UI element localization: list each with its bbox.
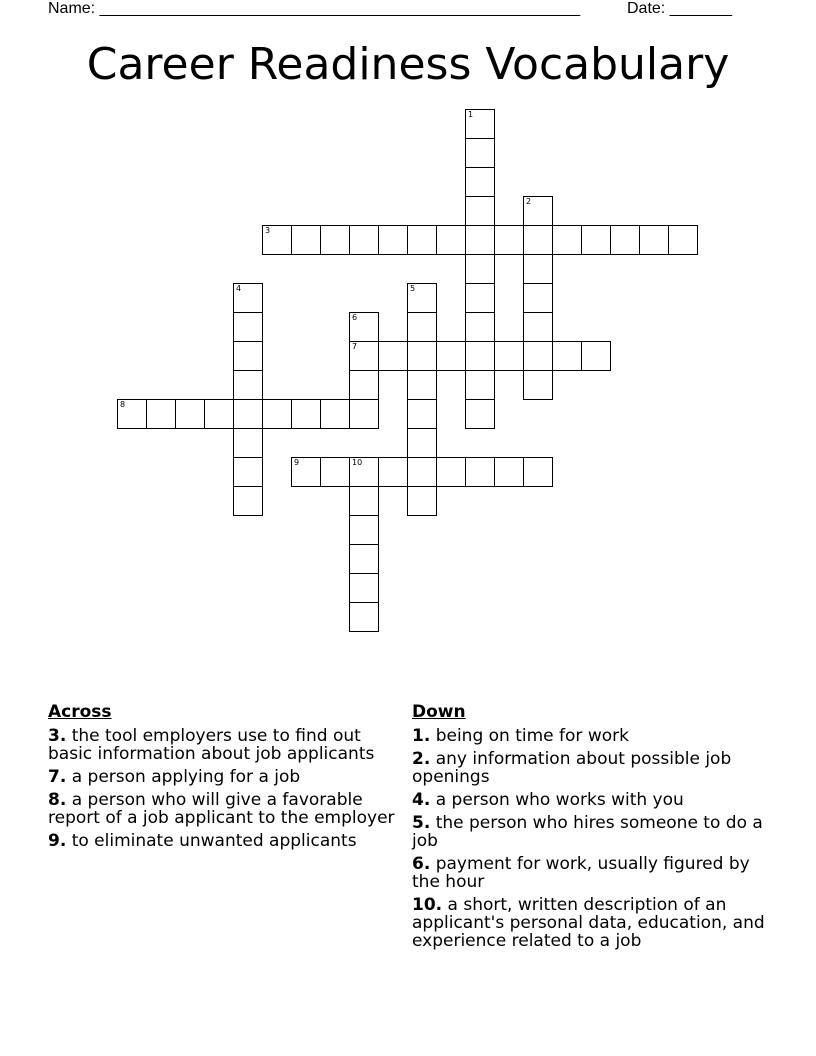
crossword-cell[interactable]	[523, 457, 553, 487]
crossword-cell[interactable]	[349, 457, 379, 487]
crossword-cell[interactable]	[233, 486, 263, 516]
crossword-cell[interactable]	[465, 457, 495, 487]
crossword-cell[interactable]	[407, 457, 437, 487]
clue-text: the person who hires someone to do a job	[412, 813, 763, 851]
cell-number: 3	[265, 226, 271, 235]
crossword-cell[interactable]	[436, 225, 466, 255]
crossword-cell[interactable]	[320, 225, 350, 255]
crossword-cell[interactable]	[349, 312, 379, 342]
clue-text: a person who will give a favorable report of a job applicant to the employer	[48, 790, 395, 828]
clue-number: 6.	[412, 854, 431, 874]
clue-text: to eliminate unwanted applicants	[71, 831, 357, 851]
down-clue	[412, 855, 767, 891]
crossword-cell[interactable]	[465, 167, 495, 197]
cell-number: 8	[120, 400, 126, 409]
crossword-cell[interactable]	[436, 341, 466, 371]
clue-number: 9.	[48, 831, 67, 851]
crossword-cell[interactable]	[523, 254, 553, 284]
crossword-cell[interactable]	[233, 312, 263, 342]
clue-number: 3.	[48, 726, 67, 746]
clue-number: 4.	[412, 790, 431, 810]
crossword-cell[interactable]	[407, 370, 437, 400]
date-field-label: Date: _______	[627, 0, 732, 17]
cell-number: 1	[468, 110, 474, 119]
crossword-cell[interactable]	[349, 486, 379, 516]
down-clue	[412, 750, 767, 786]
down-clue	[412, 896, 767, 950]
crossword-cell[interactable]	[581, 225, 611, 255]
crossword-cell[interactable]	[320, 399, 350, 429]
clue-number: 2.	[412, 749, 431, 769]
crossword-cell[interactable]	[465, 109, 495, 139]
crossword-cell[interactable]	[465, 254, 495, 284]
cell-number: 2	[526, 197, 532, 206]
across-clue	[48, 791, 398, 827]
crossword-cell[interactable]	[465, 225, 495, 255]
crossword-cell[interactable]	[610, 225, 640, 255]
clue-text: payment for work, usually figured by the hour	[412, 854, 750, 892]
crossword-cell[interactable]	[349, 515, 379, 545]
crossword-cell[interactable]	[233, 341, 263, 371]
clue-number: 7.	[48, 767, 67, 787]
crossword-cell[interactable]	[262, 399, 292, 429]
crossword-cell[interactable]	[233, 399, 263, 429]
down-clue	[412, 814, 767, 850]
crossword-cell[interactable]	[175, 399, 205, 429]
crossword-cell[interactable]	[349, 341, 379, 371]
crossword-cell[interactable]	[204, 399, 234, 429]
crossword-cell[interactable]	[465, 196, 495, 226]
crossword-cell[interactable]	[349, 573, 379, 603]
cell-number: 9	[294, 458, 300, 467]
crossword-cell[interactable]	[233, 428, 263, 458]
crossword-cell[interactable]	[465, 341, 495, 371]
clue-text: being on time for work	[435, 726, 629, 746]
down-clue	[412, 791, 767, 809]
crossword-cell[interactable]	[291, 225, 321, 255]
crossword-cell[interactable]	[668, 225, 698, 255]
crossword-cell[interactable]	[407, 341, 437, 371]
crossword-cell[interactable]	[494, 457, 524, 487]
crossword-cell[interactable]	[407, 225, 437, 255]
clue-text: the tool employers use to find out basic information about job applicants	[48, 726, 375, 764]
down-clue	[412, 727, 767, 745]
crossword-cell[interactable]	[349, 399, 379, 429]
cell-number: 4	[236, 284, 242, 293]
crossword-cell[interactable]	[523, 370, 553, 400]
crossword-cell[interactable]	[523, 225, 553, 255]
clue-number: 5.	[412, 813, 431, 833]
crossword-cell[interactable]	[552, 225, 582, 255]
across-clue	[48, 727, 398, 763]
crossword-cell[interactable]	[465, 312, 495, 342]
crossword-cell[interactable]	[117, 399, 147, 429]
crossword-cell[interactable]	[349, 544, 379, 574]
crossword-cell[interactable]	[378, 341, 408, 371]
crossword-cell[interactable]	[233, 370, 263, 400]
clue-text: any information about possible job openings	[412, 749, 732, 787]
crossword-cell[interactable]	[320, 457, 350, 487]
crossword-cell[interactable]	[639, 225, 669, 255]
clue-text: a person applying for a job	[71, 767, 301, 787]
down-clues	[412, 702, 767, 950]
crossword-cell[interactable]	[262, 225, 292, 255]
crossword-cell[interactable]	[465, 399, 495, 429]
crossword-cell[interactable]	[465, 283, 495, 313]
down-heading: Down	[412, 702, 466, 722]
crossword-cell[interactable]	[378, 457, 408, 487]
name-field-label: Name: ______________________________________________________	[48, 0, 581, 17]
across-clue	[48, 768, 398, 786]
crossword-cell[interactable]	[349, 370, 379, 400]
clue-number: 8.	[48, 790, 67, 810]
cell-number: 7	[352, 342, 358, 351]
crossword-cell[interactable]	[523, 283, 553, 313]
cell-number: 6	[352, 313, 358, 322]
crossword-cell[interactable]	[465, 370, 495, 400]
crossword-cell[interactable]	[494, 225, 524, 255]
crossword-cell[interactable]	[291, 399, 321, 429]
crossword-cell[interactable]	[494, 341, 524, 371]
crossword-cell[interactable]	[233, 283, 263, 313]
crossword-cell[interactable]	[407, 312, 437, 342]
crossword-cell[interactable]	[407, 283, 437, 313]
crossword-cell[interactable]	[436, 457, 466, 487]
crossword-cell[interactable]	[349, 602, 379, 632]
crossword-cell[interactable]	[523, 312, 553, 342]
crossword-cell[interactable]	[581, 341, 611, 371]
cell-number: 10	[352, 458, 363, 467]
crossword-cell[interactable]	[378, 225, 408, 255]
crossword-cell[interactable]	[523, 341, 553, 371]
crossword-cell[interactable]	[349, 225, 379, 255]
page-title: Career Readiness Vocabulary	[86, 39, 730, 90]
crossword-cell[interactable]	[523, 196, 553, 226]
crossword-cell[interactable]	[233, 457, 263, 487]
crossword-cell[interactable]	[291, 457, 321, 487]
crossword-cell[interactable]	[146, 399, 176, 429]
clue-text: a short, written description of an applicant's personal data, education, and experience related to a job	[412, 895, 765, 951]
clue-text: a person who works with you	[435, 790, 684, 810]
across-heading: Across	[48, 702, 112, 722]
across-clue	[48, 832, 398, 850]
clue-number: 10.	[412, 895, 443, 915]
crossword-cell[interactable]	[407, 486, 437, 516]
crossword-cell[interactable]	[465, 138, 495, 168]
across-clues	[48, 702, 398, 850]
crossword-cell[interactable]	[552, 341, 582, 371]
crossword-cell[interactable]	[407, 428, 437, 458]
crossword-cell[interactable]	[407, 399, 437, 429]
cell-number: 5	[410, 284, 416, 293]
clue-number: 1.	[412, 726, 431, 746]
